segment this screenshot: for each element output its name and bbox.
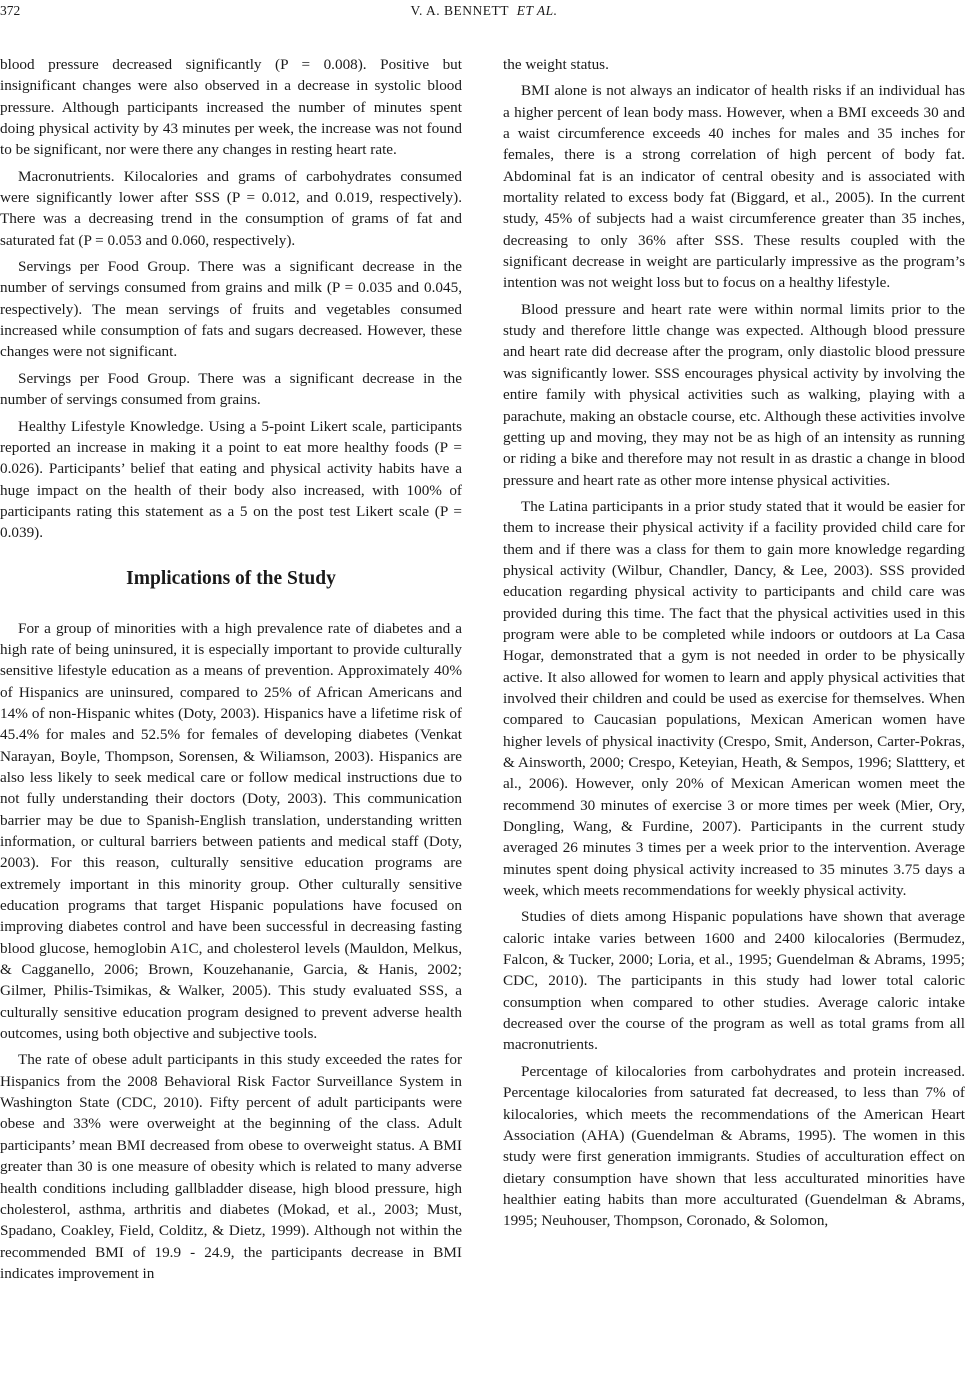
author-name: V. A. BENNETT	[410, 3, 509, 18]
right-column	[503, 54, 965, 1237]
body-paragraph: Blood pressure and heart rate were within normal limits prior to the study and therefore little change was expected. Although blood pressure and heart rate did decrease after the program, only diastolic blood pressure was significantly lower. SSS encourages physical activity by involving the entire family with physical activities such as walking, playing with a parachute, making an obstacle course, etc. Although these activities involve getting up and moving, they may not be as high of an intensity as running or riding a bike and therefore may not result in as drastic a change in blood pressure and heart rate as other more intense physical activities.	[503, 300, 965, 489]
body-paragraph: Healthy Lifestyle Knowledge. Using a 5-point Likert scale, participants reported an increase in making it a point to eat more healthy foods (P = 0.026). Participants’ belief that eating and physical activity habits have a huge impact on the health of their body also increased, with 100% of participants rating this statement as a 5 on the post test Likert scale (P = 0.039).	[0, 417, 462, 542]
running-header	[0, 0, 968, 36]
section-heading: Implications of the Study	[126, 567, 336, 589]
body-paragraph: Servings per Food Group. There was a significant decrease in the number of servings consumed from grains.	[0, 369, 462, 409]
et-al: ET AL.	[516, 3, 558, 18]
body-paragraph: the weight status.	[503, 56, 609, 73]
body-paragraph: Servings per Food Group. There was a significant decrease in the number of servings consumed from grains and milk (P = 0.035 and 0.045, respectively). The mean servings of fruits and vegetables consumed increased while consumption of fats and sugars decreased. However, these changes were not significant.	[0, 258, 462, 361]
body-paragraph: Studies of diets among Hispanic populations have shown that average caloric intake varies between 1600 and 2400 kilocalories (Bermudez, Falcon, & Tucker, 2000; Loria, et al., 1995; Guendelman & Abrams, 1995; CDC, 2010). The participants in this study had lower total caloric consumption when compared to other studies. Average caloric intake decreased over the course of the program as well as total grams from all macronutrients.	[503, 908, 965, 1054]
body-paragraph: BMI alone is not always an indicator of health risks if an individual has a higher percent of lean body mass. However, when a BMI exceeds 30 and a waist circumference exceeds 40 inches for males and 35 inches for females, there is a strong correlation of high percent of body fat. Abdominal fat is an indicator of central obesity and is associated with mortality related to excess body fat (Biggard, et al., 2005). In the current study, 45% of subjects had a waist circumference greater than 35 inches, decreasing to only 36% after SSS. These results coupled with the significant decrease in weight are particularly impressive as the program’s intention was not weight loss but to focus on a healthy lifestyle.	[503, 82, 965, 292]
body-paragraph: Macronutrients. Kilocalories and grams of carbohydrates consumed were significantly lower after SSS (P = 0.012, and 0.019, respectively). There was a decreasing trend in the consumption of grams of fat and saturated fat (P = 0.053 and 0.060, respectively).	[0, 167, 462, 249]
left-column	[0, 54, 462, 1289]
body-paragraph: Percentage of kilocalories from carbohydrates and protein increased. Percentage kilocalories from saturated fat decreased, to less than 7% of kilocalories, which meets the recommendations of the American Heart Association (AHA) (Guendelman & Abrams, 1995). The women in this study were first generation immigrants. Studies of acculturation effect on dietary consumption have shown that less acculturated minorities have healthier eating habits than more acculturated (Guendelman & Abrams, 1995; Neuhouser, Thompson, Coronado, & Solomon,	[503, 1062, 965, 1230]
body-paragraph: The Latina participants in a prior study stated that it would be easier for them to increase their physical activity if a facility provided child care for them and if there was a class for them to gain more knowledge regarding physical activity (Wilbur, Chandler, Dancy, & Lee, 2003). SSS provided education regarding physical activity to participants and child care was provided during this time. The fact that the physical activities used in this program were able to be completed while indoors or outdoors at La Casa Hogar, demonstrated that a gym is not needed in order to be physically active. It also allowed for women to learn and apply physical activities that involved their children and could be used as exercise for themselves. When compared to Caucasian populations, Mexican American women have higher levels of physical inactivity (Crespo, Smit, Anderson, Carter-Pokras, & Ainsworth, 2000; Crespo, Keteyian, Heath, & Sempos, 1996; Slatttery, et al., 2006). However, only 20% of Mexican American women meet the recommend 30 minutes of exercise 3 or more times per week (Mier, Ory, Dongling, Wang, & Furdine, 2007). Participants in the current study averaged 26 minutes 3 times per a week prior to the intervention. Average minutes spent doing physical activity increased to 35 minutes 3.75 days a week, which meets recommendations for weekly physical activity.	[503, 497, 965, 900]
body-paragraph: blood pressure decreased significantly (P = 0.008). Positive but insignificant changes were also observed in a decrease in systolic blood pressure. Although participants increased the number of minutes spent doing physical activity by 43 minutes per week, the increase was not found to be significant, nor were there any changes in resting heart rate.	[0, 56, 462, 159]
body-paragraph: The rate of obese adult participants in this study exceeded the rates for Hispanics from the 2008 Behavioral Risk Factor Surveillance System in Washington State (CDC, 2010). Fifty percent of adult participants were obese and 33% were overweight at the beginning of the class. Adult participants’ mean BMI decreased from obese to overweight status. A BMI greater than 30 is one measure of obesity which is related to many adverse health conditions including gallbladder disease, high blood pressure, high cholesterol, asthma, arthritis and diabetes (Mokad, et al., 2003; Must, Spadano, Coakley, Field, Colditz, & Dietz, 1999). Although not within the recommended BMI of 19.9 - 24.9, the participants decrease in BMI indicates improvement in	[0, 1051, 462, 1282]
running-head-authors	[0, 3, 968, 19]
body-paragraph: For a group of minorities with a high prevalence rate of diabetes and a high rate of being uninsured, it is especially important to provide culturally sensitive lifestyle education as a means of prevention. Approximately 40% of Hispanics are uninsured, compared to 25% of African Americans and 14% of non-Hispanic whites (Doty, 2003). Hispanics have a lifetime risk of 45.4% for males and 52.5% for females of developing diabetes (Venkat Narayan, Boyle, Thompson, Sorensen, & Wiliamson, 2003). Hispanics are also less likely to seek medical care or follow medical instructions due to not fully understanding their doctors (Doty, 2003). This communication barrier may be due to Spanish-English translation, understanding written information, or cultural barriers between patients and medical staff (Doty, 2003). For this reason, culturally sensitive education programs are extremely important in this minority group. Other culturally sensitive education programs that target Hispanic populations have focused on improving diabetes control and have been successful in decreasing fasting blood glucose, hemoglobin A1C, and cholesterol levels (Mauldon, Melkus, & Cagganello, 2006; Brown, Kouzehananie, Garcia, & Hanis, 2002; Gilmer, Philis-Tsimikas, & Walker, 2005). This study evaluated SSS, a culturally sensitive education program designed to prevent adverse health outcomes, using both objective and subjective tools.	[0, 619, 462, 1043]
page-number: 372	[0, 3, 21, 18]
